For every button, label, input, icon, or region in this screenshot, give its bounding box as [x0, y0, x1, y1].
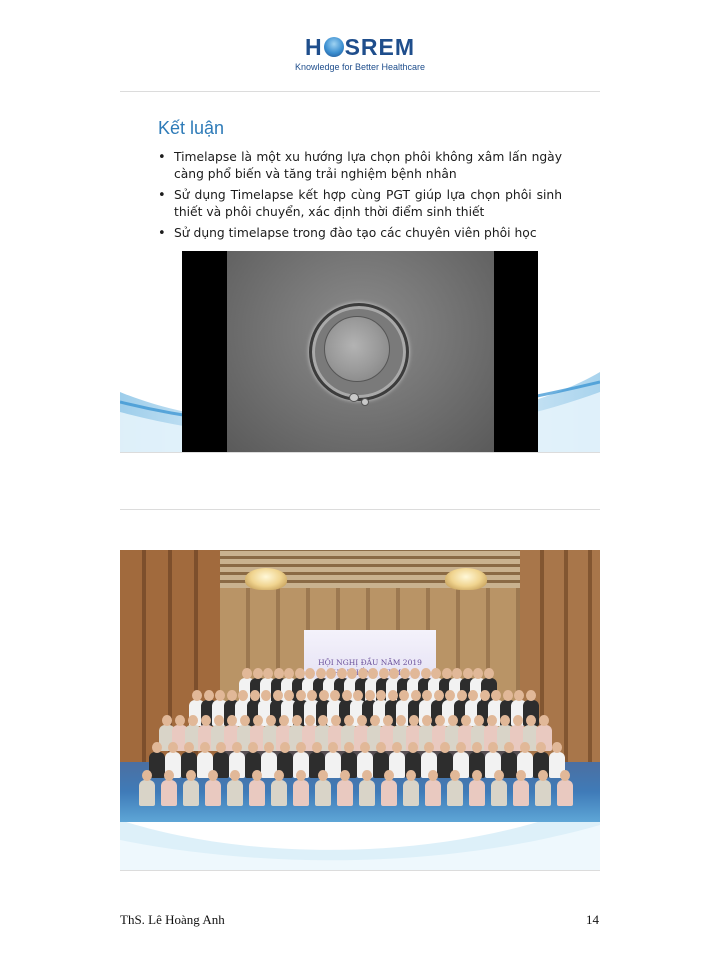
person-head — [399, 690, 409, 701]
person-head — [284, 690, 294, 701]
person-head — [503, 690, 513, 701]
timelapse-video[interactable] — [182, 251, 538, 452]
person-head — [428, 770, 438, 781]
person-head — [238, 690, 248, 701]
person-head — [353, 690, 363, 701]
person-head — [184, 742, 194, 753]
person-head — [292, 715, 302, 726]
logo-tagline: Knowledge for Better Healthcare — [294, 62, 426, 72]
person — [315, 780, 331, 806]
person-head — [227, 715, 237, 726]
person-head — [280, 742, 290, 753]
person — [403, 780, 419, 806]
person-head — [316, 668, 326, 679]
embryo-image — [227, 251, 494, 452]
person-head — [253, 668, 263, 679]
person-head — [406, 770, 416, 781]
person-head — [408, 742, 418, 753]
person-head — [305, 715, 315, 726]
banner-line: HỘI NGHỊ ĐẦU NĂM 2019 — [318, 658, 422, 667]
person-head — [452, 668, 462, 679]
person — [535, 780, 551, 806]
polar-body — [361, 398, 369, 406]
embryo-zona — [309, 303, 409, 401]
person — [447, 780, 463, 806]
person-head — [215, 690, 225, 701]
person-head — [520, 742, 530, 753]
person-head — [330, 690, 340, 701]
person-head — [319, 690, 329, 701]
person-head — [232, 742, 242, 753]
hosrem-logo — [0, 34, 720, 72]
person — [557, 780, 573, 806]
person-head — [392, 742, 402, 753]
person-head — [472, 770, 482, 781]
person-head — [365, 690, 375, 701]
person-head — [516, 770, 526, 781]
person-head — [318, 715, 328, 726]
chandelier — [245, 568, 287, 590]
person-head — [347, 668, 357, 679]
person-head — [208, 770, 218, 781]
person — [205, 780, 221, 806]
bullet-glyph: • — [158, 150, 166, 165]
person-head — [252, 770, 262, 781]
person-head — [526, 715, 536, 726]
person-head — [463, 668, 473, 679]
person-head — [435, 715, 445, 726]
person-head — [514, 690, 524, 701]
person-head — [307, 690, 317, 701]
person-head — [296, 770, 306, 781]
person-head — [362, 770, 372, 781]
person-head — [342, 690, 352, 701]
person-head — [214, 715, 224, 726]
person-head — [175, 715, 185, 726]
person-head — [487, 715, 497, 726]
person-head — [253, 715, 263, 726]
person-head — [357, 715, 367, 726]
footer-author: ThS. Lê Hoàng Anh — [120, 912, 225, 927]
person-head — [422, 690, 432, 701]
person-head — [242, 668, 252, 679]
person — [271, 780, 287, 806]
person-head — [186, 770, 196, 781]
bullet-item — [158, 149, 562, 183]
person — [359, 780, 375, 806]
bullet-glyph: • — [158, 188, 166, 203]
person-head — [456, 742, 466, 753]
person-head — [442, 668, 452, 679]
person-head — [200, 742, 210, 753]
person-head — [358, 668, 368, 679]
person-head — [312, 742, 322, 753]
bullet-item — [158, 225, 562, 242]
person-head — [305, 668, 315, 679]
person-head — [480, 690, 490, 701]
person-head — [168, 742, 178, 753]
person — [293, 780, 309, 806]
person — [425, 780, 441, 806]
person-head — [421, 668, 431, 679]
chandelier — [445, 568, 487, 590]
person-head — [227, 690, 237, 701]
person-head — [513, 715, 523, 726]
person-head — [264, 742, 274, 753]
person-head — [552, 742, 562, 753]
slide-title: Kết luận — [158, 118, 225, 138]
person-head — [396, 715, 406, 726]
person-head — [491, 690, 501, 701]
bullet-list — [158, 149, 562, 246]
person — [381, 780, 397, 806]
person-head — [400, 668, 410, 679]
bullet-item — [158, 187, 562, 221]
person-head — [422, 715, 432, 726]
person-head — [500, 715, 510, 726]
person-head — [389, 668, 399, 679]
person — [513, 780, 529, 806]
person-head — [448, 715, 458, 726]
person-head — [474, 715, 484, 726]
polar-body — [349, 393, 359, 402]
globe-icon — [324, 37, 344, 57]
person-head — [273, 690, 283, 701]
person-head — [201, 715, 211, 726]
person-head — [440, 742, 450, 753]
logo-wordmark — [305, 34, 415, 60]
person-head — [484, 668, 494, 679]
person-head — [240, 715, 250, 726]
person-head — [279, 715, 289, 726]
person-head — [331, 715, 341, 726]
person-head — [431, 668, 441, 679]
person-head — [379, 668, 389, 679]
person-head — [230, 770, 240, 781]
person-head — [376, 742, 386, 753]
person — [469, 780, 485, 806]
person-head — [368, 668, 378, 679]
person-head — [216, 742, 226, 753]
person-head — [445, 690, 455, 701]
person-head — [383, 715, 393, 726]
person-head — [340, 770, 350, 781]
logo-letters-srem: SREM — [344, 34, 416, 60]
person-head — [266, 715, 276, 726]
page-number: 14 — [586, 912, 599, 927]
person-head — [248, 742, 258, 753]
person-head — [539, 715, 549, 726]
person-head — [318, 770, 328, 781]
person-head — [164, 770, 174, 781]
slide-conclusion — [120, 91, 600, 453]
person-head — [344, 715, 354, 726]
person-head — [326, 668, 336, 679]
person-head — [296, 690, 306, 701]
person-head — [337, 668, 347, 679]
slide-group-photo — [120, 509, 600, 871]
person-head — [473, 668, 483, 679]
person-head — [274, 770, 284, 781]
person-head — [284, 668, 294, 679]
person-head — [188, 715, 198, 726]
bullet-text: Sử dụng Timelapse kết hợp cùng PGT giúp lựa chọn phôi sinh thiết và phôi chuyển, xác định thời điểm sinh thiết — [174, 188, 562, 219]
bullet-text: Sử dụng timelapse trong đào tạo các chuyên viên phôi học — [174, 226, 537, 240]
person-head — [504, 742, 514, 753]
person-head — [376, 690, 386, 701]
person-head — [526, 690, 536, 701]
person-head — [409, 715, 419, 726]
person-head — [250, 690, 260, 701]
bullet-text: Timelapse là một xu hướng lựa chọn phôi không xâm lấn ngày càng phổ biến và tăng trải nghiệm bệnh nhân — [174, 150, 562, 181]
person-head — [494, 770, 504, 781]
person-head — [388, 690, 398, 701]
person-head — [263, 668, 273, 679]
logo-letter-h: H — [304, 34, 323, 60]
person-head — [295, 668, 305, 679]
person — [139, 780, 155, 806]
person-head — [560, 770, 570, 781]
person-head — [538, 770, 548, 781]
bullet-glyph: • — [158, 226, 166, 241]
person-head — [424, 742, 434, 753]
person-head — [536, 742, 546, 753]
person-head — [461, 715, 471, 726]
person-head — [162, 715, 172, 726]
person-head — [410, 668, 420, 679]
person-head — [411, 690, 421, 701]
person-head — [261, 690, 271, 701]
person — [161, 780, 177, 806]
person-head — [384, 770, 394, 781]
person-head — [204, 690, 214, 701]
person-head — [468, 690, 478, 701]
person-head — [192, 690, 202, 701]
person-head — [370, 715, 380, 726]
person-head — [296, 742, 306, 753]
group-photo — [120, 550, 600, 822]
person-head — [472, 742, 482, 753]
person-head — [152, 742, 162, 753]
embryo-cytoplasm — [324, 316, 390, 382]
person-head — [274, 668, 284, 679]
person-head — [488, 742, 498, 753]
person — [337, 780, 353, 806]
person — [227, 780, 243, 806]
person-head — [328, 742, 338, 753]
person — [183, 780, 199, 806]
person-head — [434, 690, 444, 701]
person-head — [450, 770, 460, 781]
person-head — [360, 742, 370, 753]
person — [491, 780, 507, 806]
person-head — [457, 690, 467, 701]
person — [249, 780, 265, 806]
person-head — [142, 770, 152, 781]
person-head — [344, 742, 354, 753]
crowd — [132, 660, 592, 820]
